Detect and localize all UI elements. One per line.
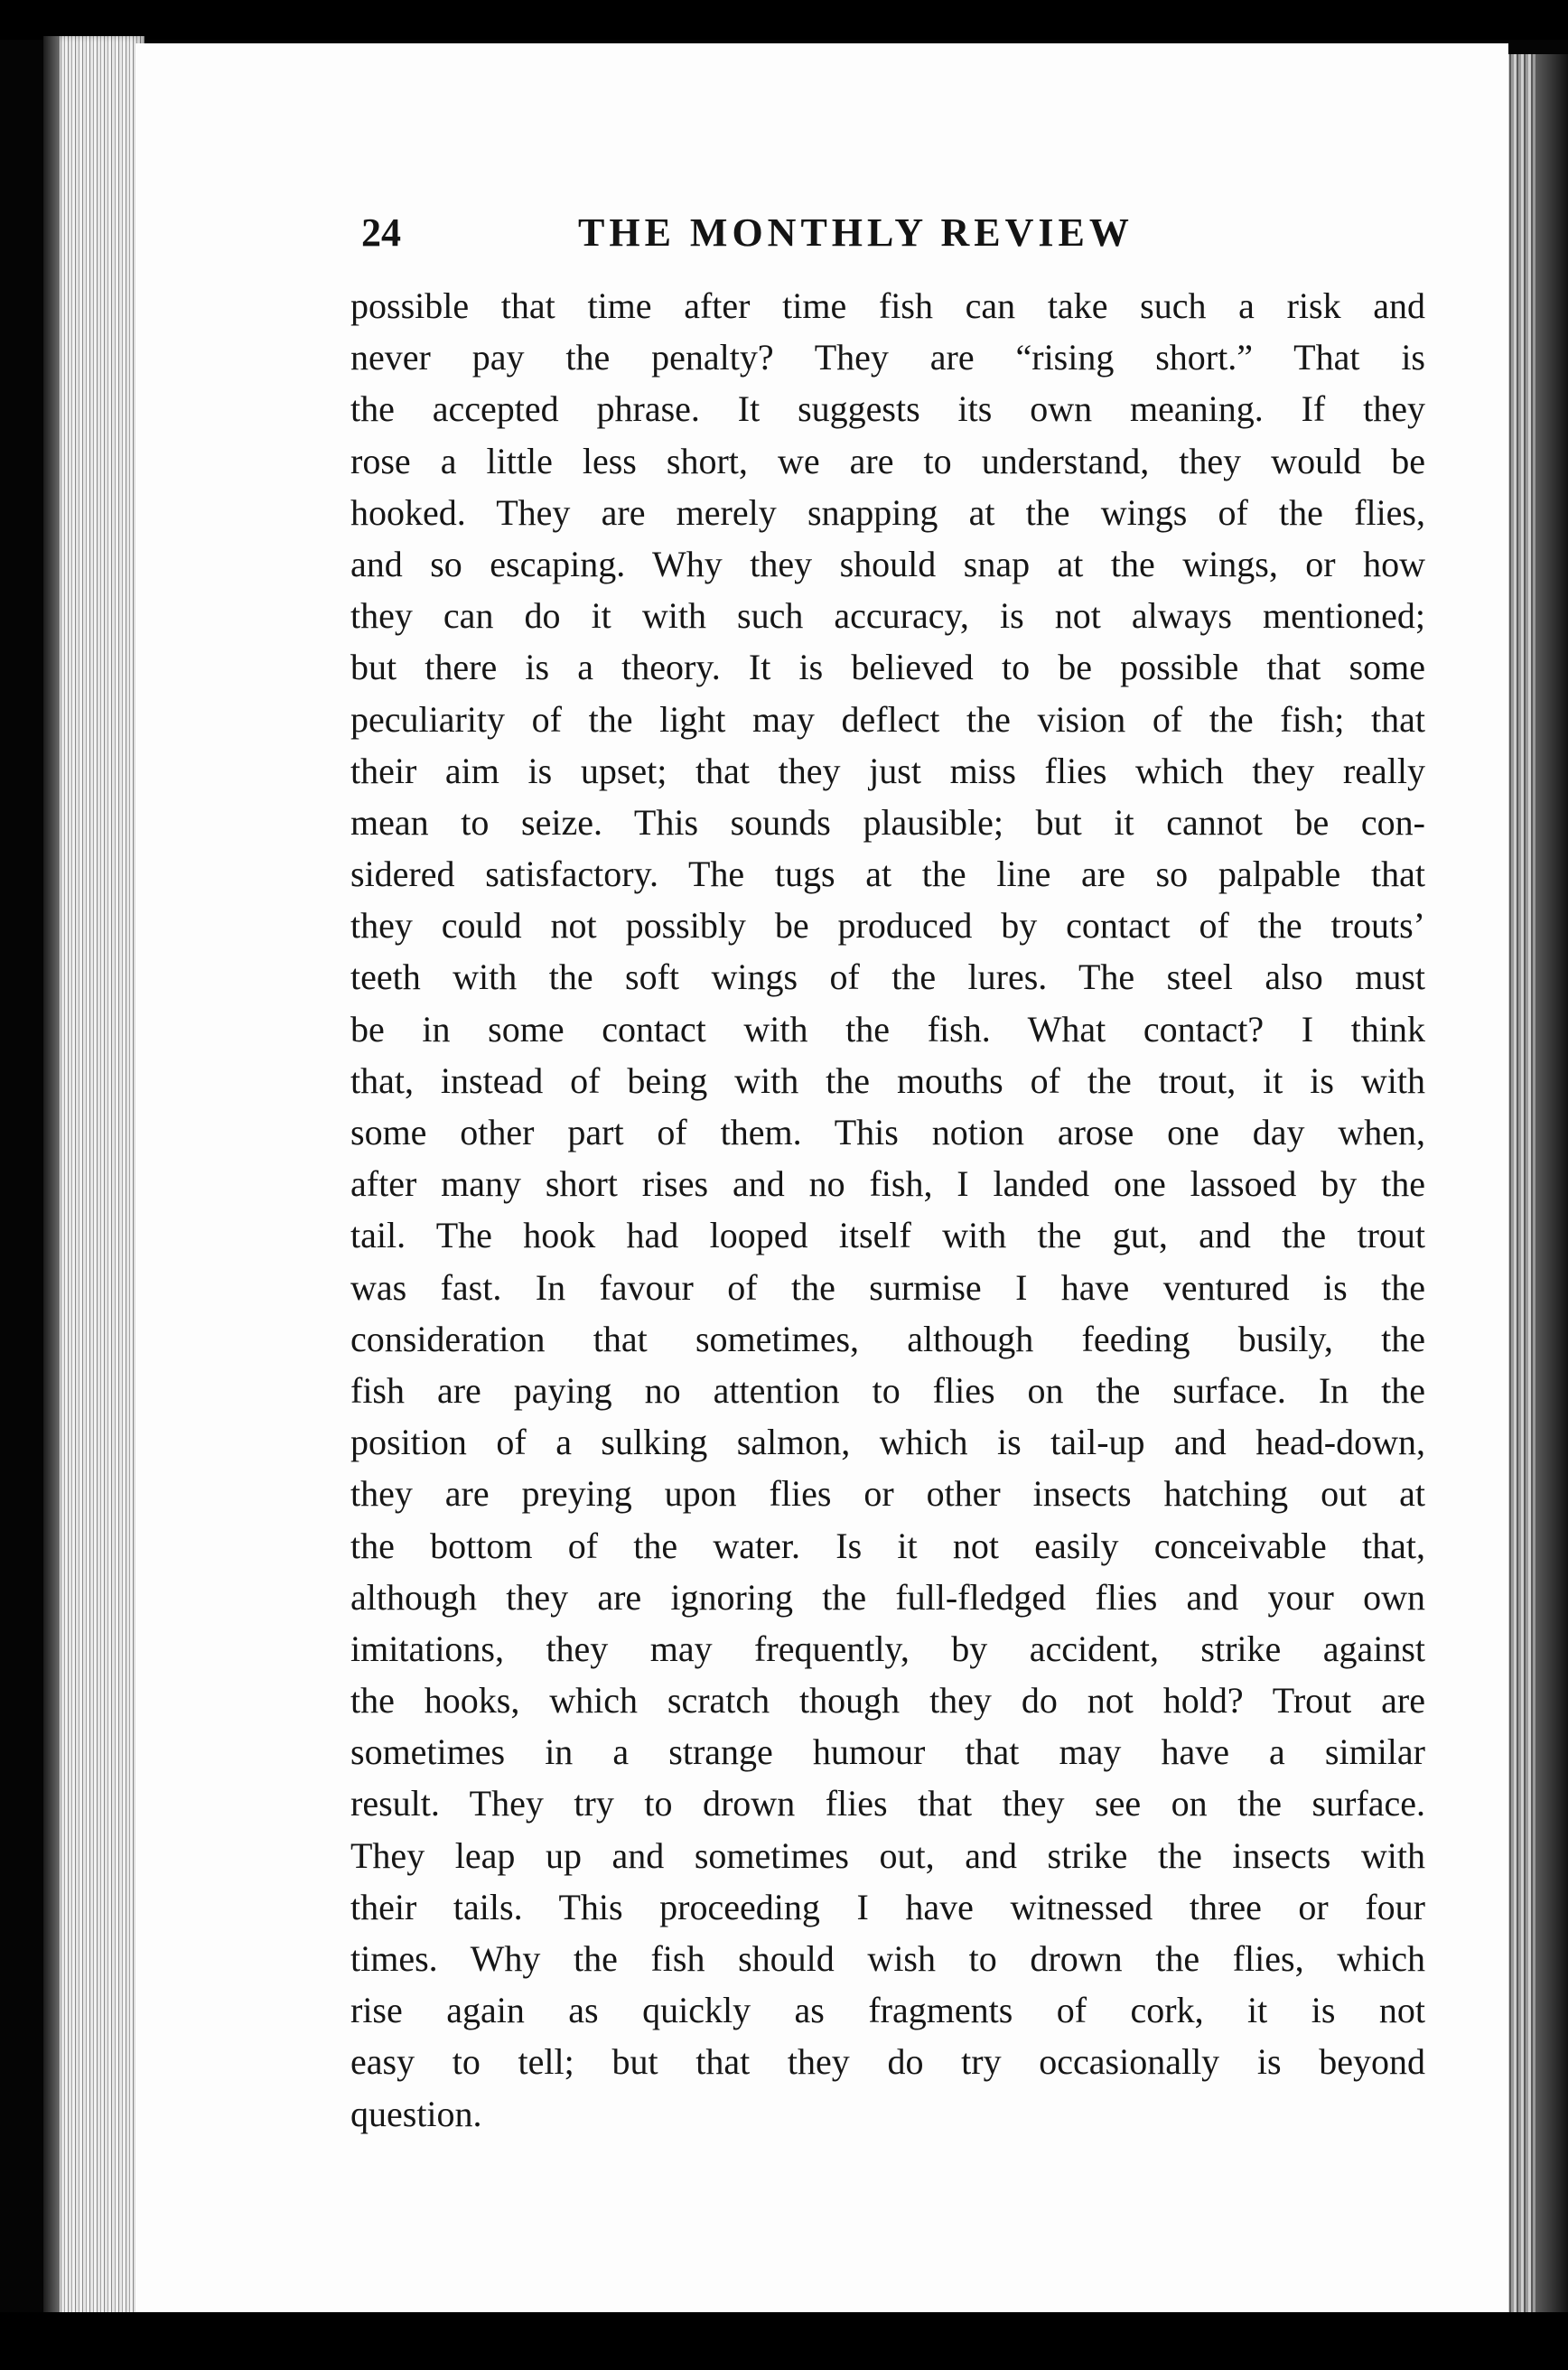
text-line: result. They try to drown flies that they see on the surface. [350,1783,1425,1824]
text-line: some other part of them. This notion arose one day when, [350,1112,1425,1152]
scan-bottom-border [0,2312,1568,2370]
text-line: the bottom of the water. Is it not easily conceivable that, [350,1525,1425,1566]
text-line: sometimes in a strange humour that may have a similar [350,1731,1425,1773]
text-line: position of a sulking salmon, which is tail-up and head-down, [350,1422,1425,1463]
text-line: possible that time after time fish can take such a risk and [350,285,1425,326]
text-line: mean to seize. This sounds plausible; but it cannot be con- [350,801,1425,843]
text-line: was fast. In favour of the surmise I have ventured is the [350,1266,1425,1308]
text-line: fish are paying no attention to flies on the surface. In the [350,1369,1425,1411]
text-line: the accepted phrase. It suggests its own meaning. If they [350,388,1425,430]
page-number: 24 [361,210,401,255]
text-line: consideration that sometimes, although feeding busily, the [350,1318,1425,1359]
text-line: be in some contact with the fish. What contact? I think [350,1008,1425,1050]
text-line: They leap up and sometimes out, and strike the insects with [350,1834,1425,1876]
text-line: they can do it with such accuracy, is not always mentioned; [350,595,1425,637]
text-line: teeth with the soft wings of the lures. The steel also must [350,956,1425,998]
text-line: peculiarity of the light may deflect the vision of the fish; that [350,698,1425,740]
text-line: rise again as quickly as fragments of cork, it is not [350,1990,1425,2031]
text-line: hooked. They are merely snapping at the wings of the flies, [350,491,1425,533]
text-line: but there is a theory. It is believed to be possible that some [350,647,1425,688]
text-line: they are preying upon flies or other insects hatching out at [350,1473,1425,1515]
text-line: question. [350,2093,482,2134]
text-line: easy to tell; but that they do try occasionally is beyond [350,2041,1425,2083]
text-line: and so escaping. Why they should snap at the wings, or how [350,543,1425,584]
text-line: although they are ignoring the full-fledged flies and your own [350,1576,1425,1618]
text-line: never pay the penalty? They are “rising short.” That is [350,337,1425,378]
text-line: they could not possibly be produced by contact of the trouts’ [350,905,1425,947]
running-head [361,210,1427,273]
journal-title: THE MONTHLY REVIEW [578,210,1134,255]
text-line: times. Why the fish should wish to drown the flies, which [350,1938,1425,1979]
body-text [350,280,1425,2140]
scan-top-border [0,0,1568,40]
text-line: imitations, they may frequently, by accident, strike against [350,1628,1425,1669]
text-line: tail. The hook had looped itself with the gut, and the trout [350,1215,1425,1256]
text-line: after many short rises and no fish, I landed one lassoed by the [350,1163,1425,1205]
text-line: sidered satisfactory. The tugs at the line are so palpable that [350,854,1425,895]
book-spine-shadow [43,36,60,2321]
text-line: rose a little less short, we are to understand, they would be [350,440,1425,481]
book-right-shadow [1535,54,1568,2317]
text-line: that, instead of being with the mouths of the trout, it is with [350,1059,1425,1101]
text-line: the hooks, which scratch though they do not hold? Trout are [350,1680,1425,1722]
text-line: their aim is upset; that they just miss flies which they really [350,750,1425,791]
text-line: their tails. This proceeding I have witnessed three or four [350,1886,1425,1927]
